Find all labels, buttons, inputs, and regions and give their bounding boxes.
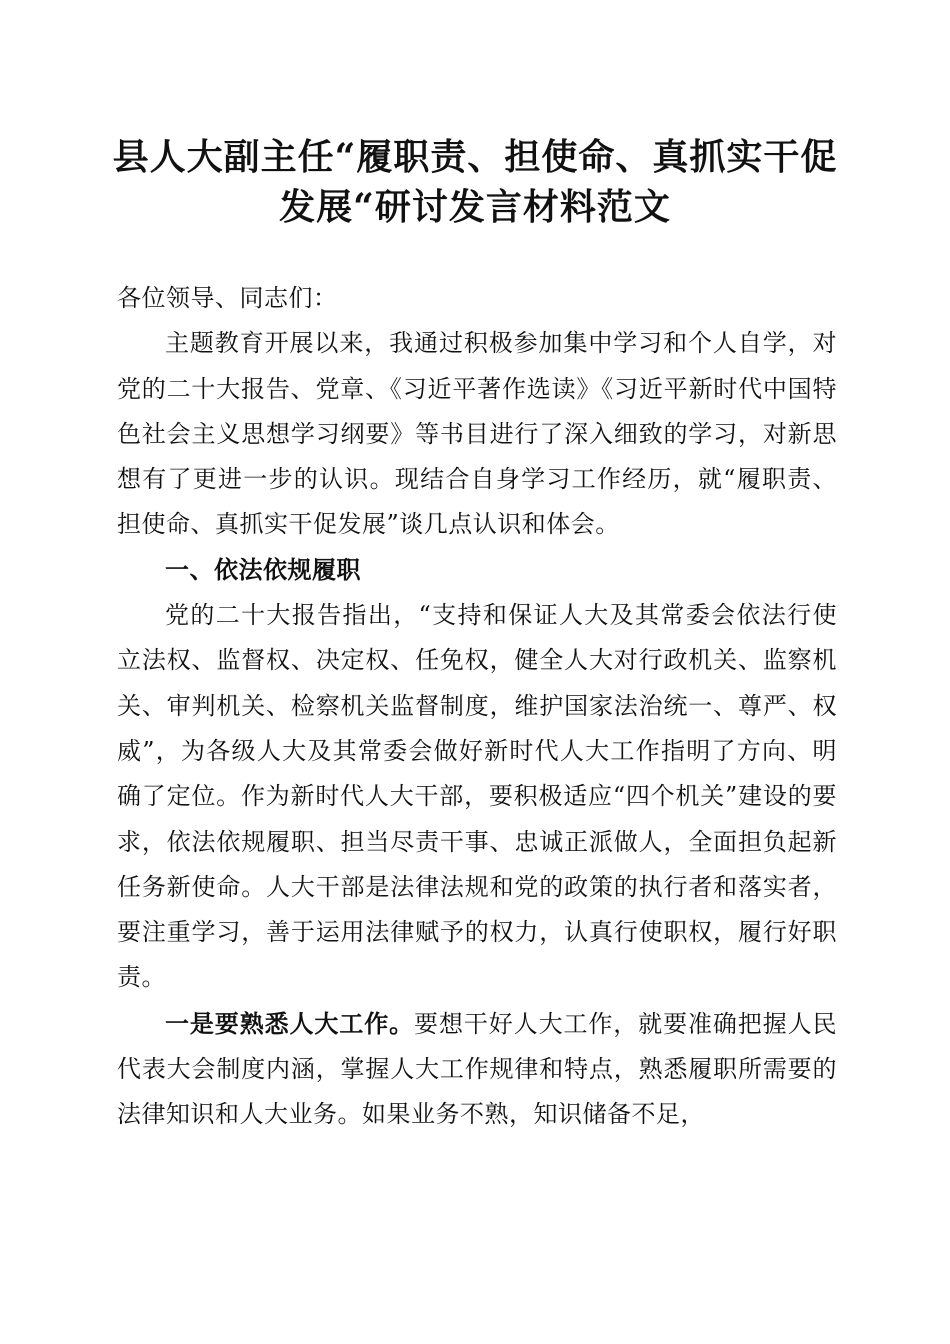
title-line-1: 县人大副主任“履职责、担使命、真抓实干促 [112,136,838,178]
section-heading-1: 一、依法依规履职 [165,555,361,584]
document-title [100,132,850,232]
point-1-text: 要想干好人大工作，就要准确把握人民代表大会制度内涵，掌握人大工作规律和特点，熟悉履职所需要的法律知识和人大业务。如果业务不熟，知识储备不足， [117,1009,838,1129]
title-line-2: 发展“研讨发言材料范文 [279,186,671,228]
point-1-lead: 一是要熟悉人大工作。 [165,1008,415,1038]
section-1-paragraph: 党的二十大报告指出，“支持和保证人大及其常委会依法行使立法权、监督权、决定权、任免权，健全人大对行政机关、监察机关、审判机关、检察机关监督制度，维护国家法治统一、尊严、权威”，为各级人大及其常委会做好新时代人大工作指明了方向、明确了定位。作为新时代人大干部，要积极适应“四个机关”建设的要求，依法依规履职、担当尽责干事、忠诚正派做人，全面担负起新任务新使命。人大干部是法律法规和党的政策的执行者和落实者，要注重学习，善于运用法律赋予的权力，认真行使职权，履行好职责。 [117,601,837,992]
salutation: 各位领导、同志们： [117,284,338,312]
document-body [117,276,837,1138]
intro-paragraph: 主题教育开展以来，我通过积极参加集中学习和个人自学，对党的二十大报告、党章、《习近平著作选读》《习近平新时代中国特色社会主义思想学习纲要》等书目进行了深入细致的学习，对新思想有了更进一步的认识。现结合自身学习工作经历，就“履职责、担使命、真抓实干促发展”谈几点认识和体会。 [117,329,837,539]
point-1-paragraph [117,1001,837,1138]
